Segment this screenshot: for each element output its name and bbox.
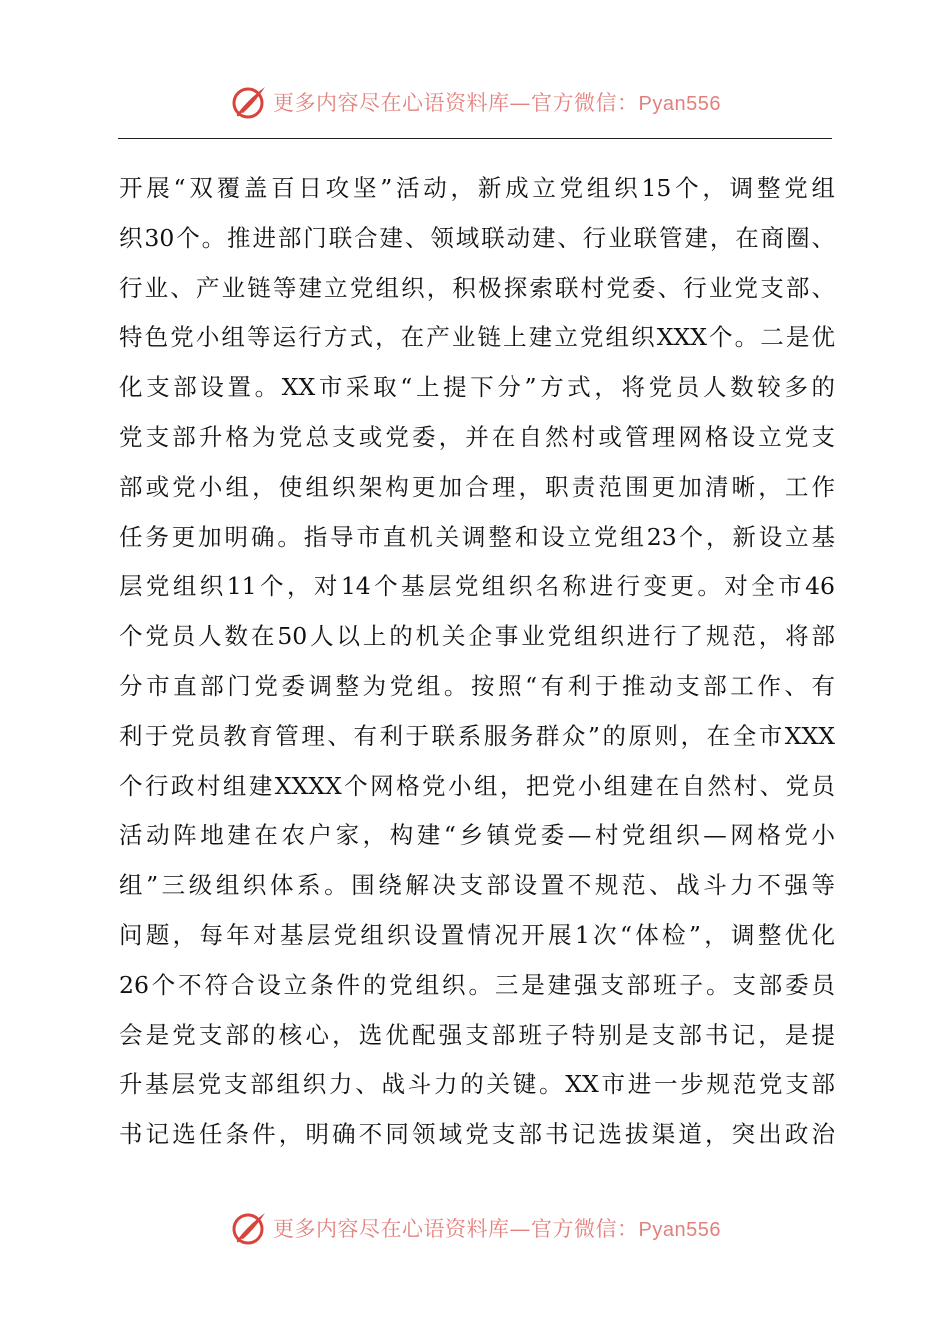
body-line: 任务更加明确。指导市直机关调整和设立党组23个，新设立基: [119, 522, 835, 551]
header-divider: [118, 138, 832, 139]
body-line: 特色党小组等运行方式，在产业链上建立党组织XXX个。二是优: [119, 323, 835, 352]
footer-wechat-id: Pyan556: [638, 1219, 721, 1241]
header-banner: [0, 82, 950, 122]
body-line: 活动阵地建在农户家，构建“乡镇党委—村党组织—网格党小: [119, 821, 835, 850]
body-line: 书记选任条件，明确不同领域党支部书记选拔渠道，突出政治: [119, 1120, 835, 1149]
body-line: 行业、产业链等建立党组织，积极探索联村党委、行业党支部、: [119, 273, 835, 302]
document-body: [119, 164, 835, 1160]
header-wechat-id: Pyan556: [638, 93, 721, 115]
body-line: 升基层党支部组织力、战斗力的关键。XX市进一步规范党支部: [119, 1070, 835, 1099]
header-banner-text: 更多内容尽在心语资料库—官方微信：Pyan556: [273, 91, 721, 115]
body-line: 利于党员教育管理、有利于联系服务群众”的原则，在全市XXX: [119, 721, 835, 750]
quill-logo-icon: [229, 1208, 269, 1248]
body-line: 问题，每年对基层党组织设置情况开展1次“体检”，调整优化: [119, 920, 835, 949]
body-line: 26个不符合设立条件的党组织。三是建强支部班子。支部委员: [119, 970, 835, 999]
body-line: 开展“双覆盖百日攻坚”活动，新成立党组织15个，调整党组: [119, 174, 835, 202]
footer-banner-text: 更多内容尽在心语资料库—官方微信：Pyan556: [273, 1217, 721, 1241]
body-line: 会是党支部的核心，选优配强支部班子特别是支部书记，是提: [119, 1020, 835, 1049]
body-line: 组”三级组织体系。围绕解决支部设置不规范、战斗力不强等: [119, 871, 835, 900]
body-line: 分市直部门党委调整为党组。按照“有利于推动支部工作、有: [119, 671, 835, 700]
body-line: 织30个。推进部门联合建、领域联动建、行业联管建，在商圈、: [119, 223, 835, 252]
body-line: 党支部升格为党总支或党委，并在自然村或管理网格设立党支: [119, 422, 835, 451]
body-line: 部或党小组，使组织架构更加合理，职责范围更加清晰，工作: [119, 472, 835, 501]
footer-banner: [0, 1208, 950, 1248]
body-line: 个行政村组建XXXX个网格党小组，把党小组建在自然村、党员: [119, 771, 835, 800]
quill-logo-icon: [229, 82, 269, 122]
body-line: 个党员人数在50人以上的机关企事业党组织进行了规范，将部: [119, 622, 835, 651]
body-line: 化支部设置。XX市采取“上提下分”方式，将党员人数较多的: [119, 373, 835, 402]
body-line: 层党组织11个，对14个基层党组织名称进行变更。对全市46: [119, 572, 835, 601]
